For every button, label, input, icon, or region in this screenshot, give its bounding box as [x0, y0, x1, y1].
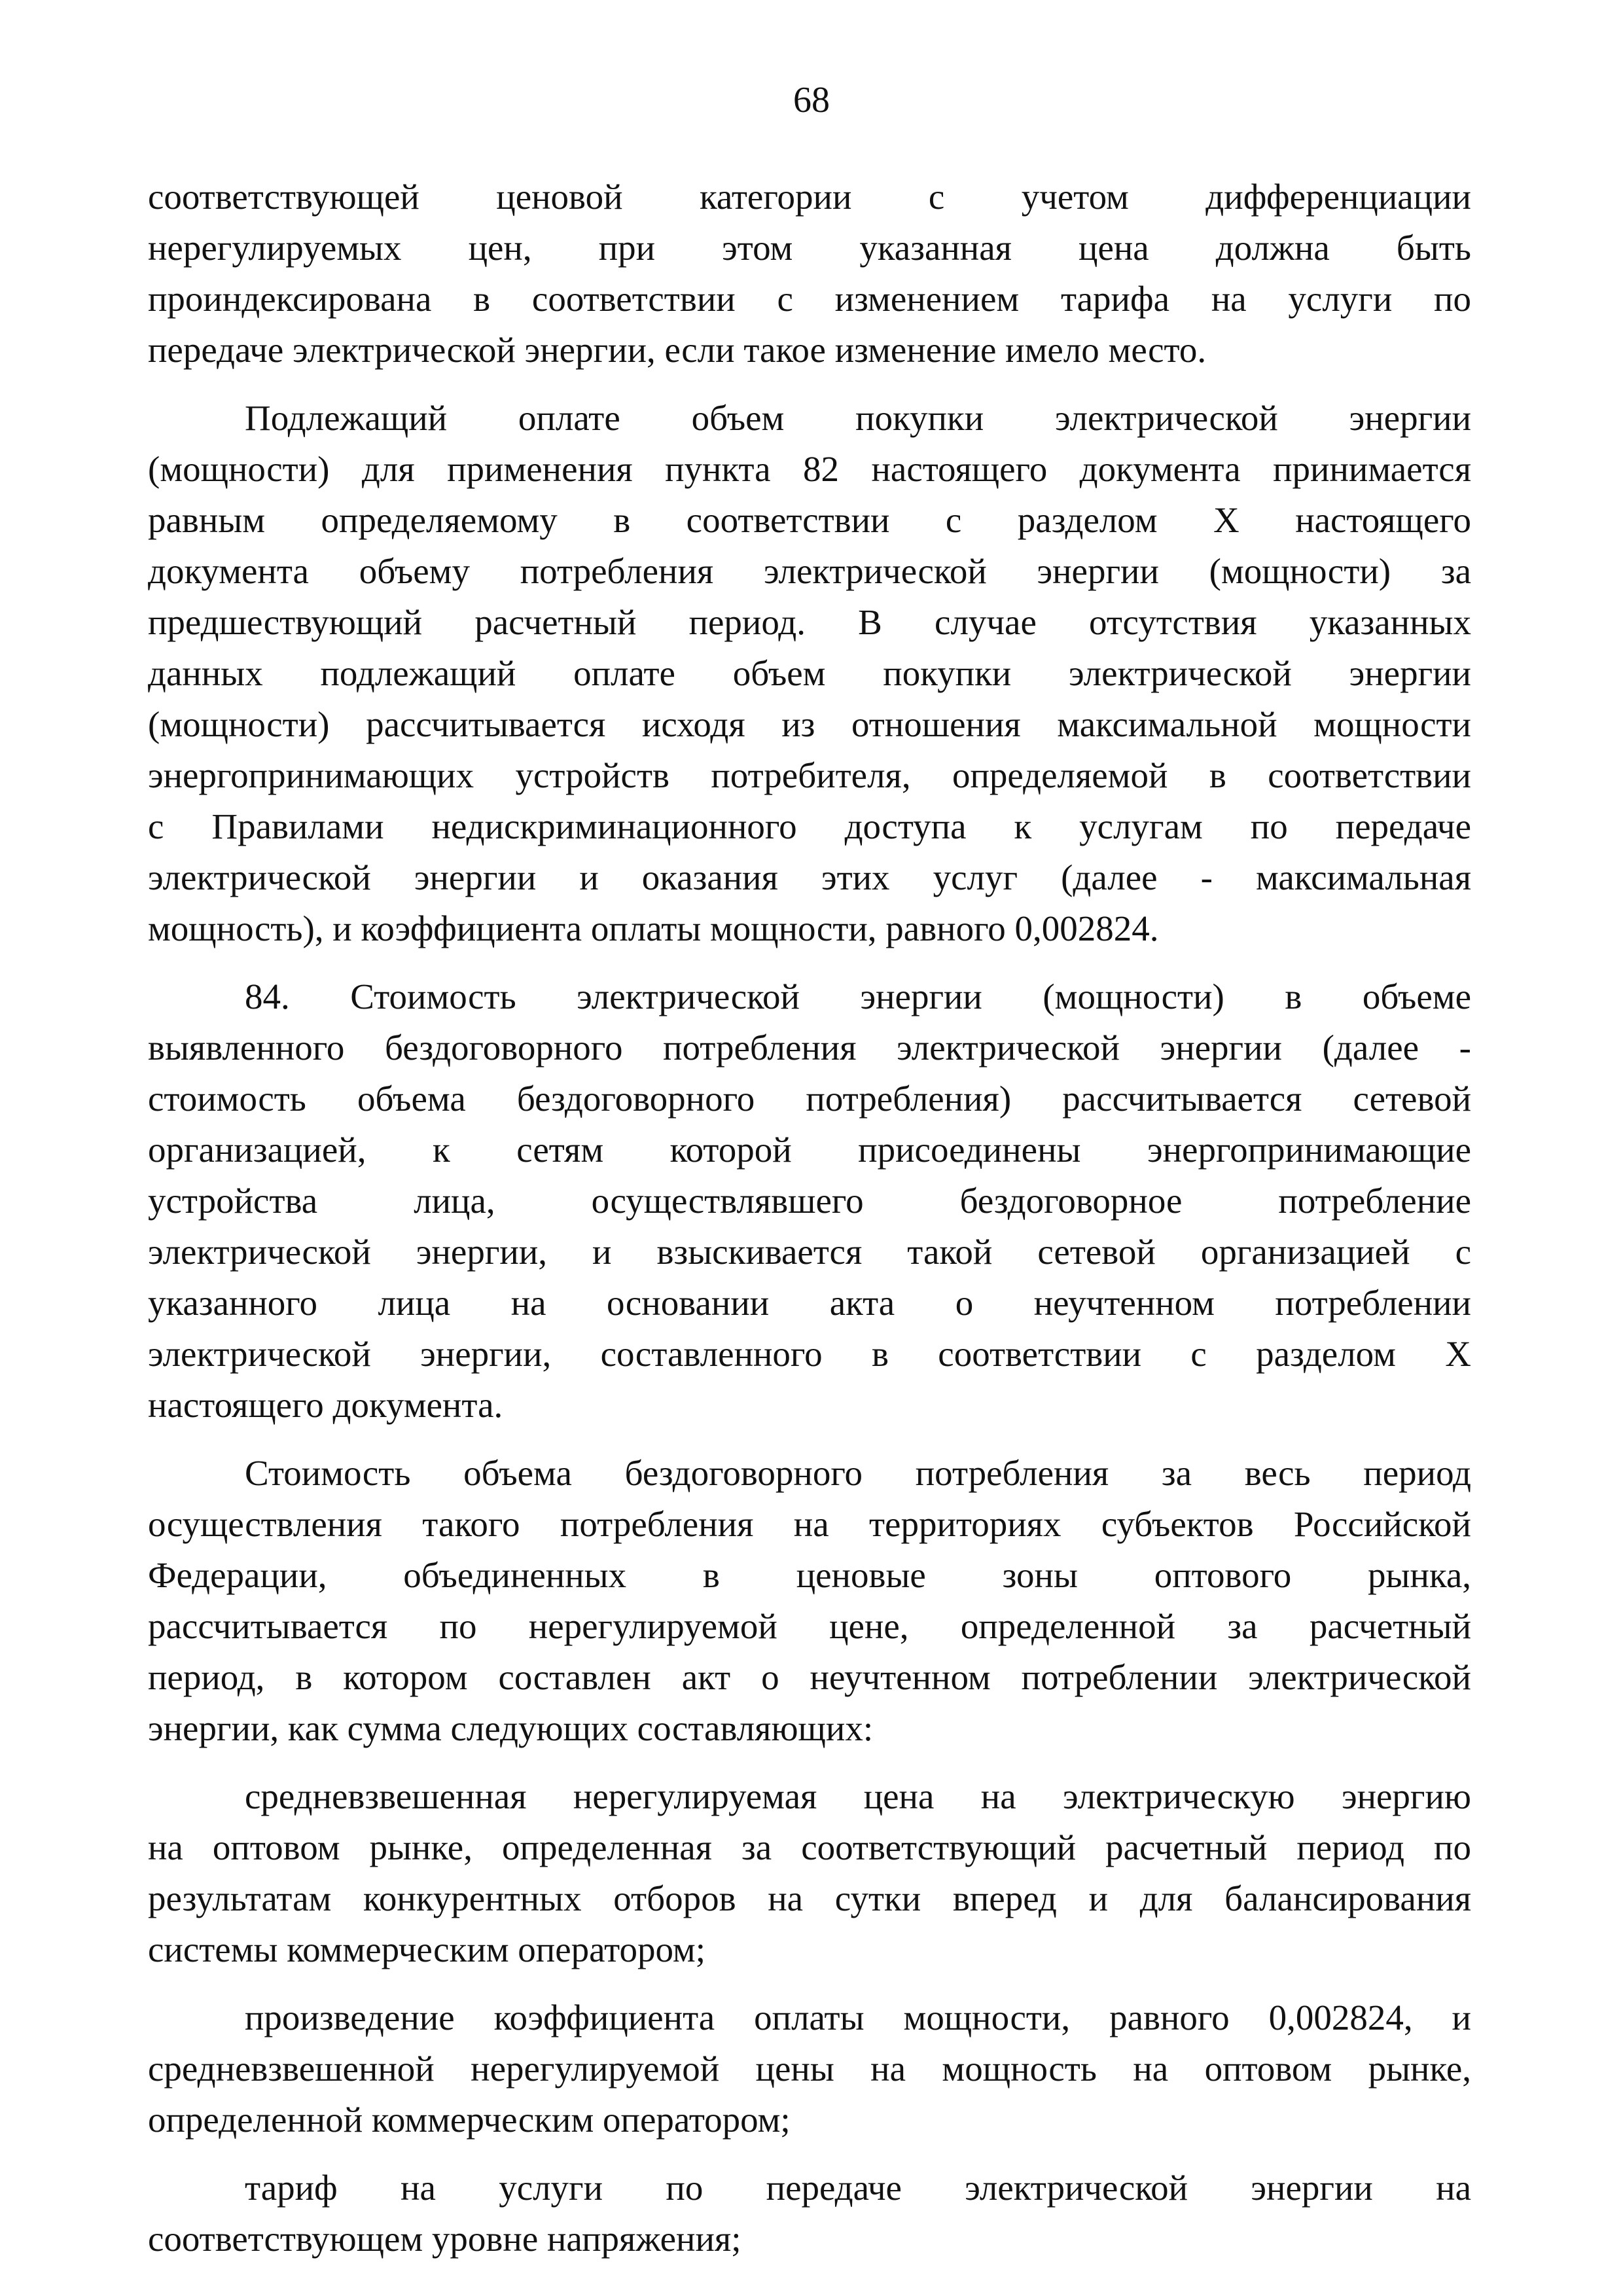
text-line: энергопринимающих устройств потребителя, определяемой в соответствии	[148, 755, 1471, 795]
text-line: результатам конкурентных отборов на сутки вперед и для балансирования	[148, 1878, 1471, 1918]
text-line: организацией, к сетям которой присоединены энергопринимающие	[148, 1130, 1471, 1170]
page-number: 68	[793, 80, 830, 120]
text-line: нерегулируемых цен, при этом указанная цена должна быть	[148, 228, 1471, 268]
paragraph-gap	[148, 1754, 1471, 1771]
text-line: передаче электрической энергии, если такое изменение имело место.	[148, 330, 1207, 370]
text-line: (мощности) рассчитывается исходя из отношения максимальной мощности	[148, 704, 1471, 744]
text-line: произведение коэффициента оплаты мощности, равного 0,002824, и	[245, 1998, 1471, 2037]
text-line: электрической энергии, и взыскивается такой сетевой организацией с	[148, 1232, 1471, 1272]
text-line: 84. Стоимость электрической энергии (мощности) в объеме	[245, 977, 1471, 1016]
text-line: средневзвешенная нерегулируемая цена на электрическую энергию	[245, 1776, 1471, 1816]
text-line: стоимость объема бездоговорного потребления) рассчитывается сетевой	[148, 1079, 1471, 1119]
text-line: (мощности) для применения пункта 82 настоящего документа принимается	[148, 449, 1471, 489]
text-line: Подлежащий оплате объем покупки электрической энергии	[245, 398, 1471, 438]
paragraph-p4	[148, 1448, 1471, 1754]
text-line: определенной коммерческим оператором;	[148, 2100, 791, 2140]
document-body	[148, 171, 1471, 2265]
text-line: энергии, как сумма следующих составляющих:	[148, 1708, 874, 1748]
paragraph-p2	[148, 393, 1471, 954]
text-line: электрической энергии, составленного в соответствии с разделом X	[148, 1334, 1471, 1374]
text-line: на оптовом рынке, определенная за соответствующий расчетный период по	[148, 1827, 1471, 1867]
paragraph-gap	[148, 2145, 1471, 2162]
text-line: проиндексирована в соответствии с изменением тарифа на услуги по	[148, 279, 1471, 319]
text-line: указанного лица на основании акта о неучтенном потреблении	[148, 1283, 1471, 1323]
text-line: рассчитывается по нерегулируемой цене, определенной за расчетный	[148, 1606, 1471, 1646]
text-line: средневзвешенной нерегулируемой цены на мощность на оптовом рынке,	[148, 2049, 1471, 2089]
text-line: выявленного бездоговорного потребления электрической энергии (далее -	[148, 1028, 1471, 1067]
text-line: системы коммерческим оператором;	[148, 1929, 705, 1969]
text-line: равным определяемому в соответствии с разделом X настоящего	[148, 500, 1471, 540]
text-line: осуществления такого потребления на территориях субъектов Российской	[148, 1504, 1471, 1544]
paragraph-gap	[148, 1975, 1471, 1992]
text-line: с Правилами недискриминационного доступа к услугам по передаче	[148, 806, 1471, 846]
text-line: Федерации, объединенных в ценовые зоны оптового рынка,	[148, 1555, 1471, 1595]
text-line: тариф на услуги по передаче электрической энергии на	[245, 2168, 1471, 2208]
paragraph-p1	[148, 171, 1471, 376]
text-line: устройства лица, осуществлявшего бездоговорное потребление	[148, 1181, 1471, 1221]
text-line: данных подлежащий оплате объем покупки электрической энергии	[148, 653, 1471, 693]
text-line: период, в котором составлен акт о неучтенном потреблении электрической	[148, 1657, 1471, 1697]
paragraph-p6	[148, 1992, 1471, 2145]
paragraph-gap	[148, 376, 1471, 393]
paragraph-gap	[148, 954, 1471, 971]
text-line: Стоимость объема бездоговорного потребления за весь период	[245, 1453, 1471, 1493]
text-line: документа объему потребления электрической энергии (мощности) за	[148, 551, 1471, 591]
paragraph-p7	[148, 2162, 1471, 2265]
text-line: соответствующей ценовой категории с учетом дифференциации	[148, 177, 1471, 217]
text-line: соответствующем уровне напряжения;	[148, 2219, 741, 2259]
paragraph-p5	[148, 1771, 1471, 1975]
text-line: настоящего документа.	[148, 1385, 503, 1425]
paragraph-gap	[148, 1431, 1471, 1448]
text-line: предшествующий расчетный период. В случае отсутствия указанных	[148, 602, 1471, 642]
paragraph-p3	[148, 971, 1471, 1431]
text-line: мощность), и коэффициента оплаты мощности, равного 0,002824.	[148, 908, 1159, 948]
text-line: электрической энергии и оказания этих услуг (далее - максимальная	[148, 857, 1471, 897]
